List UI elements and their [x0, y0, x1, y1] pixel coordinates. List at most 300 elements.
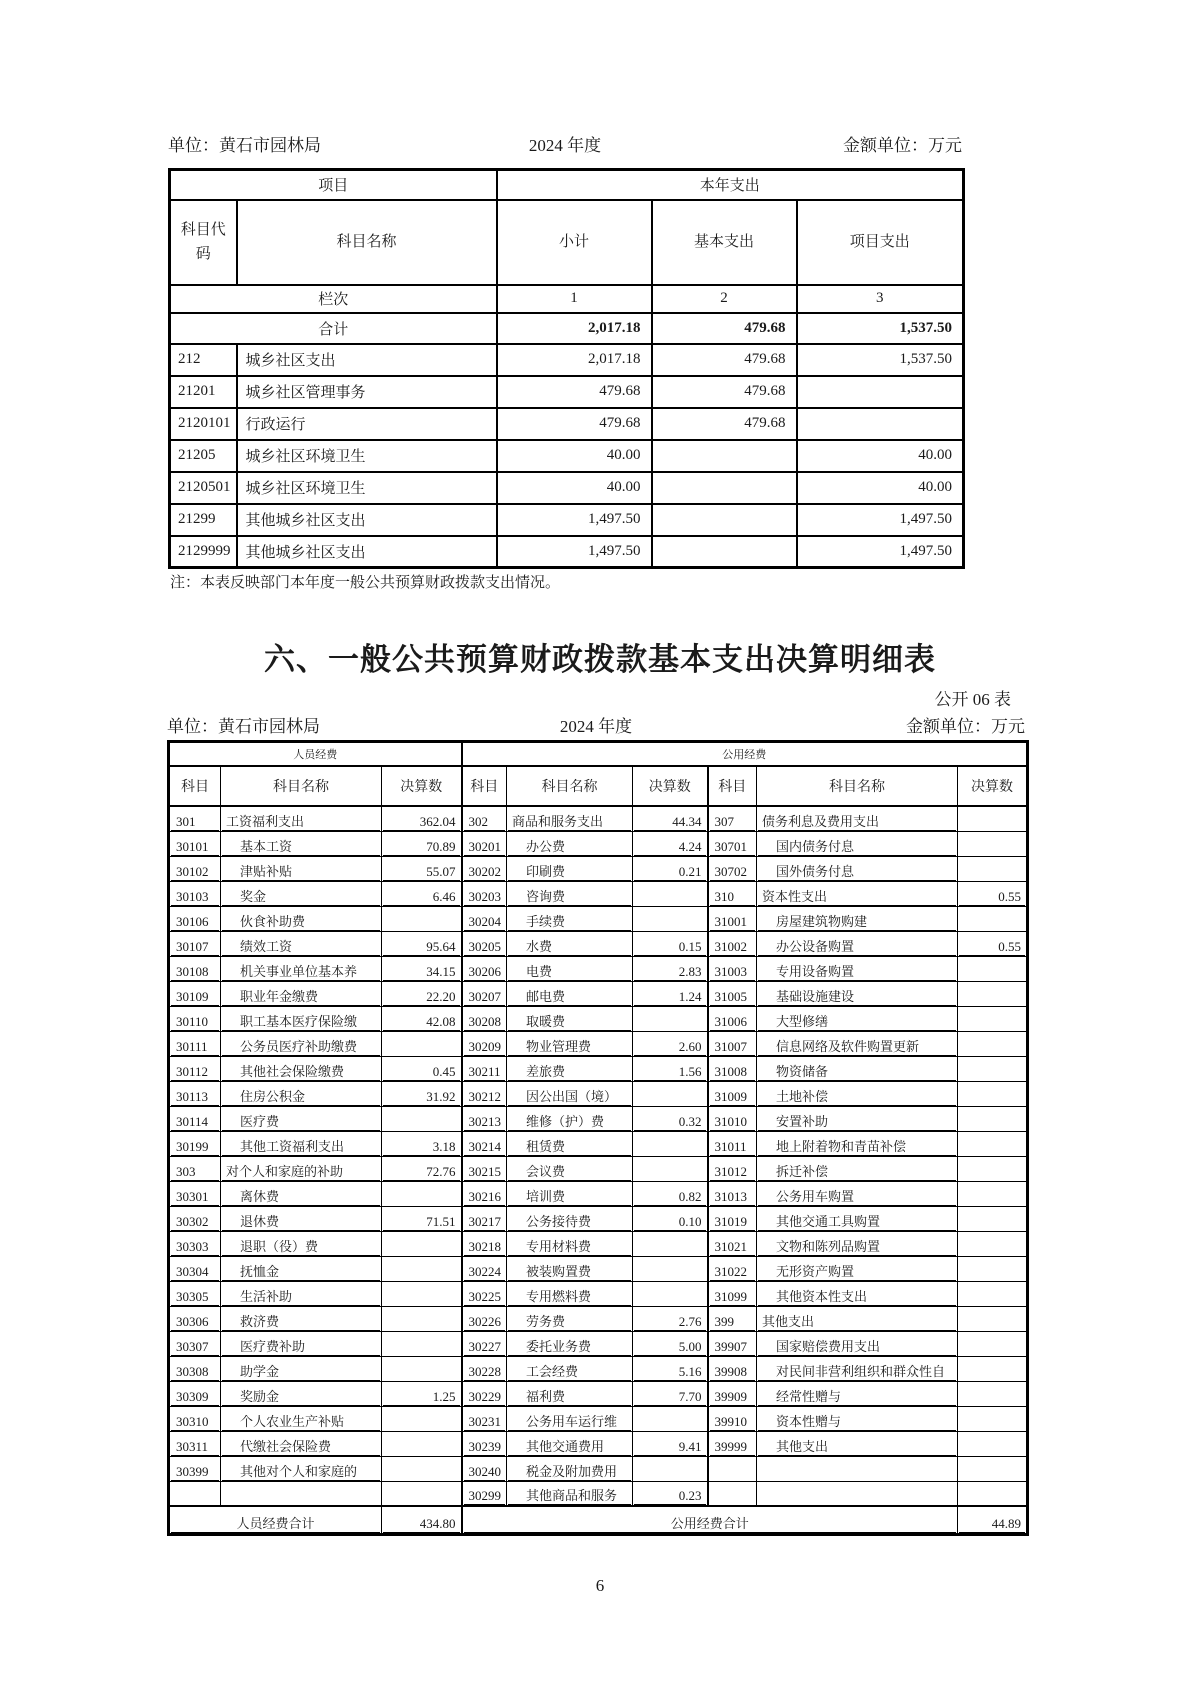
amount-cell	[382, 1181, 462, 1206]
amount-cell	[633, 881, 708, 906]
subject-name-cell	[221, 1406, 382, 1431]
cell-underlined-text: 0.23	[634, 1488, 706, 1505]
subject-name-cell	[507, 1456, 633, 1481]
amount-cell	[382, 881, 462, 906]
cell-underlined-text: 31099	[710, 1289, 756, 1306]
cell-underlined-text: 30299	[464, 1488, 506, 1505]
subject-code-cell	[708, 1431, 757, 1456]
amount-cell	[633, 956, 708, 981]
subject-code-cell	[462, 856, 507, 881]
cell-underlined-text: 国外债务付息	[758, 864, 956, 881]
amount-unit-label: 金额单位：万元	[906, 717, 1025, 736]
subject-name-cell	[221, 981, 382, 1006]
amount-cell	[382, 1231, 462, 1256]
subject-code-cell	[169, 1131, 221, 1156]
cell-underlined-text: 30114	[171, 1114, 219, 1131]
cell-underlined-text: 文物和陈列品购置	[758, 1239, 956, 1256]
subject-code-cell	[169, 1031, 221, 1056]
cell-underlined-text: 职业年金缴费	[222, 989, 380, 1006]
amount-header: 决算数	[958, 766, 1028, 806]
subject-code-cell	[708, 1006, 757, 1031]
amount-cell	[633, 1181, 708, 1206]
cell-underlined-text: 国内债务付息	[758, 839, 956, 856]
table-row	[169, 956, 1028, 981]
subject-code-cell	[462, 1456, 507, 1481]
basic-exp-cell	[652, 536, 797, 568]
subtotal-cell: 2,017.18	[497, 344, 652, 376]
cell-underlined-text: 30208	[464, 1014, 506, 1031]
amount-cell	[958, 1181, 1028, 1206]
subject-name-cell	[507, 856, 633, 881]
subject-name-cell	[757, 831, 958, 856]
cell-underlined-text: 拆迁补偿	[758, 1164, 956, 1181]
subject-name-cell	[507, 1056, 633, 1081]
subject-name-cell	[221, 1356, 382, 1381]
subject-name-cell	[507, 981, 633, 1006]
amount-cell	[958, 1106, 1028, 1131]
amount-cell	[633, 931, 708, 956]
subject-code-cell	[462, 1406, 507, 1431]
cell-underlined-text: 30239	[464, 1439, 506, 1456]
amount-cell	[958, 1031, 1028, 1056]
subject-name-cell	[757, 1231, 958, 1256]
cell-underlined-text: 34.15	[383, 964, 460, 981]
cell-underlined-text: 经常性赠与	[758, 1389, 956, 1406]
subject-code-cell	[462, 1206, 507, 1231]
subject-code-cell	[462, 1081, 507, 1106]
table-row	[169, 881, 1028, 906]
cell-underlined-text: 30302	[171, 1214, 219, 1231]
personnel-total-value-cell	[382, 1506, 462, 1535]
table-row	[169, 1081, 1028, 1106]
cell-underlined-text: 抚恤金	[222, 1264, 380, 1281]
cell-underlined-text: 0.10	[634, 1214, 706, 1231]
amount-cell	[633, 1331, 708, 1356]
cell-underlined-text: 物资储备	[758, 1064, 956, 1081]
subject-name-cell	[507, 1106, 633, 1131]
cell-underlined-text: 30215	[464, 1164, 506, 1181]
lanci-label-cell: 栏次	[170, 285, 497, 313]
project-exp-cell	[797, 376, 964, 408]
subject-name-cell	[507, 1431, 633, 1456]
subject-code-cell	[169, 1181, 221, 1206]
cell-underlined-text: 95.64	[383, 939, 460, 956]
personnel-total-label-cell	[169, 1506, 382, 1535]
cell-underlined-text: 30113	[171, 1089, 219, 1106]
cell-underlined-text: 30110	[171, 1014, 219, 1031]
cell-underlined-text: 0.45	[383, 1064, 460, 1081]
cell-underlined-text: 劳务费	[508, 1314, 631, 1331]
amount-cell	[958, 1456, 1028, 1481]
subject-name-cell	[757, 1056, 958, 1081]
public-funds-header: 公用经费	[462, 742, 1028, 767]
cell-underlined-text: 310	[710, 889, 756, 906]
subject-code-cell	[708, 1231, 757, 1256]
cell-underlined-text: 30304	[171, 1264, 219, 1281]
amount-cell	[958, 956, 1028, 981]
amount-cell	[382, 1481, 462, 1506]
subject-name-cell	[507, 1481, 633, 1506]
col-index-2: 2	[652, 285, 797, 313]
cell-underlined-text: 0.21	[634, 864, 706, 881]
cell-underlined-text: 办公设备购置	[758, 939, 956, 956]
cell-underlined-text: 30225	[464, 1289, 506, 1306]
cell-underlined-text: 31.92	[383, 1089, 460, 1106]
table-row	[169, 1431, 1028, 1456]
subject-name-header: 科目名称	[507, 766, 633, 806]
subject-name-cell	[221, 1206, 382, 1231]
table-row	[169, 1106, 1028, 1131]
amount-cell	[958, 1131, 1028, 1156]
cell-underlined-text: 取暖费	[508, 1014, 631, 1031]
cell-underlined-text: 5.16	[634, 1364, 706, 1381]
amount-cell	[382, 1106, 462, 1131]
subject-code-cell	[462, 1106, 507, 1131]
cell-underlined-text: 信息网络及软件购置更新	[758, 1039, 956, 1056]
cell-underlined-text: 国家赔偿费用支出	[758, 1339, 956, 1356]
amount-cell	[958, 1281, 1028, 1306]
subject-name-cell	[221, 1281, 382, 1306]
subject-name-cell	[221, 1231, 382, 1256]
cell-underlined-text: 44.89	[959, 1516, 1025, 1533]
cell-underlined-text: 0.15	[634, 939, 706, 956]
public-total-label-cell	[462, 1506, 958, 1535]
cell-underlined-text: 39907	[710, 1339, 756, 1356]
subject-code-cell	[169, 1206, 221, 1231]
cell-underlined-text: 30102	[171, 864, 219, 881]
total-subtotal-cell: 2,017.18	[497, 313, 652, 344]
cell-underlined-text: 39910	[710, 1414, 756, 1431]
cell-underlined-text: 公务用车购置	[758, 1189, 956, 1206]
current-year-header-cell: 本年支出	[497, 170, 964, 200]
cell-underlined-text: 住房公积金	[222, 1089, 380, 1106]
cell-underlined-text: 2.60	[634, 1039, 706, 1056]
amount-cell	[633, 1131, 708, 1156]
amount-cell	[382, 1406, 462, 1431]
cell-underlined-text: 30101	[171, 839, 219, 856]
budget-expenditure-table	[168, 168, 965, 569]
cell-underlined-text: 39908	[710, 1364, 756, 1381]
cell-underlined-text: 55.07	[383, 864, 460, 881]
subject-name-cell	[507, 1006, 633, 1031]
cell-underlined-text: 大型修缮	[758, 1014, 956, 1031]
subject-code-cell	[169, 806, 221, 831]
cell-underlined-text: 30308	[171, 1364, 219, 1381]
subject-name-cell	[757, 1081, 958, 1106]
cell-underlined-text: 租赁费	[508, 1139, 631, 1156]
amount-cell	[958, 1206, 1028, 1231]
amount-cell	[633, 806, 708, 831]
cell-underlined-text: 其他支出	[758, 1439, 956, 1456]
name-header-cell: 科目名称	[237, 200, 497, 285]
cell-underlined-text: 9.41	[634, 1439, 706, 1456]
subject-code-cell: 2129999	[170, 536, 237, 568]
cell-underlined-text: 30207	[464, 989, 506, 1006]
cell-underlined-text: 个人农业生产补贴	[222, 1414, 380, 1431]
cell-underlined-text: 30213	[464, 1114, 506, 1131]
cell-underlined-text: 津贴补贴	[222, 864, 380, 881]
cell-underlined-text: 30306	[171, 1314, 219, 1331]
amount-cell	[958, 1331, 1028, 1356]
cell-underlined-text: 70.89	[383, 839, 460, 856]
cell-underlined-text: 4.24	[634, 839, 706, 856]
amount-cell	[633, 1281, 708, 1306]
cell-underlined-text: 房屋建筑物购建	[758, 914, 956, 931]
cell-underlined-text: 30203	[464, 889, 506, 906]
basic-exp-cell	[652, 504, 797, 536]
subtotal-cell: 479.68	[497, 376, 652, 408]
subject-name-cell	[221, 1081, 382, 1106]
cell-underlined-text: 301	[171, 814, 219, 831]
cell-underlined-text: 39909	[710, 1389, 756, 1406]
table-row	[169, 1256, 1028, 1281]
table-row	[169, 1181, 1028, 1206]
cell-underlined-text: 退休费	[222, 1214, 380, 1231]
cell-underlined-text: 30212	[464, 1089, 506, 1106]
amount-cell	[382, 1006, 462, 1031]
table-row	[169, 1381, 1028, 1406]
subtotal-cell: 40.00	[497, 472, 652, 504]
cell-underlined-text: 人员经费合计	[171, 1516, 380, 1533]
subject-code-cell	[462, 1056, 507, 1081]
subject-name-cell	[221, 956, 382, 981]
subject-name-cell	[507, 806, 633, 831]
cell-underlined-text: 71.51	[383, 1214, 460, 1231]
cell-underlined-text: 伙食补助费	[222, 914, 380, 931]
amount-cell	[633, 1256, 708, 1281]
cell-underlined-text: 公务员医疗补助缴费	[222, 1039, 380, 1056]
table2-group-header-row	[169, 742, 1028, 767]
table-row	[169, 1406, 1028, 1431]
cell-underlined-text: 30202	[464, 864, 506, 881]
subject-code-cell	[169, 981, 221, 1006]
subject-code-cell	[169, 1481, 221, 1506]
table1-meta-line	[168, 131, 962, 156]
amount-cell	[958, 1156, 1028, 1181]
table-row	[170, 440, 964, 472]
cell-underlined-text: 30305	[171, 1289, 219, 1306]
amount-cell	[958, 1481, 1028, 1506]
cell-underlined-text: 30217	[464, 1214, 506, 1231]
subject-code-cell	[462, 1281, 507, 1306]
subject-name-cell	[221, 1381, 382, 1406]
cell-underlined-text: 1.25	[383, 1389, 460, 1406]
cell-underlined-text: 培训费	[508, 1189, 631, 1206]
table-row	[170, 504, 964, 536]
cell-underlined-text: 办公费	[508, 839, 631, 856]
subject-name-cell	[757, 1431, 958, 1456]
subject-code-cell	[462, 1306, 507, 1331]
amount-cell	[382, 906, 462, 931]
cell-underlined-text: 30205	[464, 939, 506, 956]
cell-underlined-text: 生活补助	[222, 1289, 380, 1306]
cell-underlined-text: 30201	[464, 839, 506, 856]
subject-code-cell	[708, 1406, 757, 1431]
cell-underlined-text: 30209	[464, 1039, 506, 1056]
cell-underlined-text: 31001	[710, 914, 756, 931]
amount-cell	[382, 1306, 462, 1331]
subject-code-cell	[169, 1006, 221, 1031]
subject-code-cell	[708, 1306, 757, 1331]
cell-underlined-text: 30310	[171, 1414, 219, 1431]
cell-underlined-text: 30107	[171, 939, 219, 956]
cell-underlined-text: 30226	[464, 1314, 506, 1331]
cell-underlined-text: 31006	[710, 1014, 756, 1031]
subject-code-cell	[462, 1181, 507, 1206]
cell-underlined-text: 30108	[171, 964, 219, 981]
total-label-cell: 合计	[170, 313, 497, 344]
subject-name-cell	[757, 1031, 958, 1056]
amount-cell	[958, 856, 1028, 881]
doc-number-label: 公开 06 表	[934, 690, 1011, 709]
subject-name-cell	[221, 1331, 382, 1356]
subject-name-cell	[757, 1306, 958, 1331]
subject-name-cell: 城乡社区环境卫生	[237, 440, 497, 472]
cell-underlined-text: 31008	[710, 1064, 756, 1081]
project-exp-cell: 40.00	[797, 472, 964, 504]
subject-name-cell	[507, 931, 633, 956]
table-row	[169, 1306, 1028, 1331]
amount-cell	[958, 1081, 1028, 1106]
subject-name-cell: 城乡社区环境卫生	[237, 472, 497, 504]
subject-name-cell	[757, 881, 958, 906]
subtotal-cell: 40.00	[497, 440, 652, 472]
cell-underlined-text: 362.04	[383, 814, 460, 831]
subject-name-cell	[507, 1281, 633, 1306]
subject-name-cell	[221, 906, 382, 931]
amount-cell	[958, 1056, 1028, 1081]
subject-code-cell	[708, 1256, 757, 1281]
subject-code-cell	[708, 831, 757, 856]
cell-underlined-text: 公务接待费	[508, 1214, 631, 1231]
subject-code-cell	[462, 1156, 507, 1181]
subject-name-cell	[757, 1106, 958, 1131]
subject-name-cell	[507, 881, 633, 906]
cell-underlined-text: 31007	[710, 1039, 756, 1056]
subject-code-cell	[708, 1381, 757, 1406]
subject-header: 科目	[708, 766, 757, 806]
project-exp-header-cell: 项目支出	[797, 200, 964, 285]
subject-name-cell	[757, 1356, 958, 1381]
subject-name-cell	[757, 1206, 958, 1231]
amount-cell	[633, 1031, 708, 1056]
subject-code-cell	[462, 1356, 507, 1381]
cell-underlined-text: 无形资产购置	[758, 1264, 956, 1281]
table1-total-row	[170, 313, 964, 344]
subject-code-cell	[169, 1306, 221, 1331]
table1-note: 注：本表反映部门本年度一般公共预算财政拨款支出情况。	[170, 575, 561, 591]
table-row	[169, 831, 1028, 856]
cell-underlined-text: 基础设施建设	[758, 989, 956, 1006]
year-label: 2024 年度	[528, 136, 602, 155]
subject-code-cell	[169, 1331, 221, 1356]
cell-underlined-text: 绩效工资	[222, 939, 380, 956]
subject-code-cell	[462, 1006, 507, 1031]
cell-underlined-text: 30214	[464, 1139, 506, 1156]
cell-underlined-text: 30224	[464, 1264, 506, 1281]
subject-code-cell	[462, 906, 507, 931]
cell-underlined-text: 工会经费	[508, 1364, 631, 1381]
subject-code-cell: 212	[170, 344, 237, 376]
amount-header: 决算数	[382, 766, 462, 806]
subject-name-cell: 其他城乡社区支出	[237, 536, 497, 568]
subject-name-cell	[757, 806, 958, 831]
table-row	[169, 1331, 1028, 1356]
cell-underlined-text: 公用经费合计	[464, 1516, 957, 1533]
subject-code-cell	[708, 1156, 757, 1181]
table-row	[170, 408, 964, 440]
page-number: 6	[595, 1576, 605, 1595]
amount-cell	[958, 881, 1028, 906]
amount-cell	[633, 1431, 708, 1456]
subject-name-cell	[507, 1031, 633, 1056]
cell-underlined-text: 30307	[171, 1339, 219, 1356]
amount-cell	[633, 1056, 708, 1081]
subject-header: 科目	[462, 766, 507, 806]
subtotal-cell: 479.68	[497, 408, 652, 440]
table-row	[169, 806, 1028, 831]
subject-name-cell	[507, 956, 633, 981]
subject-code-cell	[462, 806, 507, 831]
subject-code-cell	[169, 881, 221, 906]
amount-cell	[633, 1356, 708, 1381]
subject-name-cell	[757, 1131, 958, 1156]
cell-underlined-text: 专用燃料费	[508, 1289, 631, 1306]
subject-code-cell	[708, 1206, 757, 1231]
unit-label: 单位：黄石市园林局	[168, 136, 321, 155]
subject-code-cell	[462, 931, 507, 956]
basic-exp-cell: 479.68	[652, 408, 797, 440]
amount-cell	[382, 1156, 462, 1181]
column-index-row	[170, 285, 964, 313]
amount-cell	[633, 1456, 708, 1481]
subject-name-cell	[757, 1381, 958, 1406]
cell-underlined-text: 30111	[171, 1039, 219, 1056]
cell-underlined-text: 安置补助	[758, 1114, 956, 1131]
subject-name-cell	[757, 981, 958, 1006]
amount-cell	[633, 1081, 708, 1106]
cell-underlined-text: 307	[710, 814, 756, 831]
cell-underlined-text: 水费	[508, 939, 631, 956]
cell-underlined-text: 差旅费	[508, 1064, 631, 1081]
cell-underlined-text: 31019	[710, 1214, 756, 1231]
amount-cell	[633, 856, 708, 881]
subject-name-cell	[221, 1106, 382, 1131]
subject-code-cell	[169, 831, 221, 856]
cell-underlined-text: 其他对个人和家庭的	[222, 1464, 380, 1481]
cell-underlined-text: 0.55	[959, 889, 1025, 906]
amount-cell	[633, 906, 708, 931]
cell-underlined-text: 72.76	[383, 1164, 460, 1181]
basic-exp-cell	[652, 472, 797, 504]
cell-underlined-text: 31011	[710, 1139, 756, 1156]
subject-code-cell	[169, 1081, 221, 1106]
amount-cell	[382, 1431, 462, 1456]
cell-underlined-text: 0.32	[634, 1114, 706, 1131]
table-row	[169, 1281, 1028, 1306]
amount-cell	[633, 1381, 708, 1406]
subject-code-cell	[708, 1481, 757, 1506]
project-exp-cell: 1,497.50	[797, 536, 964, 568]
basic-expenditure-detail-table	[167, 740, 1029, 1536]
subject-name-cell	[221, 1431, 382, 1456]
subtotal-cell: 1,497.50	[497, 536, 652, 568]
cell-underlined-text: 1.56	[634, 1064, 706, 1081]
cell-underlined-text: 医疗费补助	[222, 1339, 380, 1356]
cell-underlined-text: 31012	[710, 1164, 756, 1181]
subject-name-cell	[757, 956, 958, 981]
table-row	[169, 856, 1028, 881]
